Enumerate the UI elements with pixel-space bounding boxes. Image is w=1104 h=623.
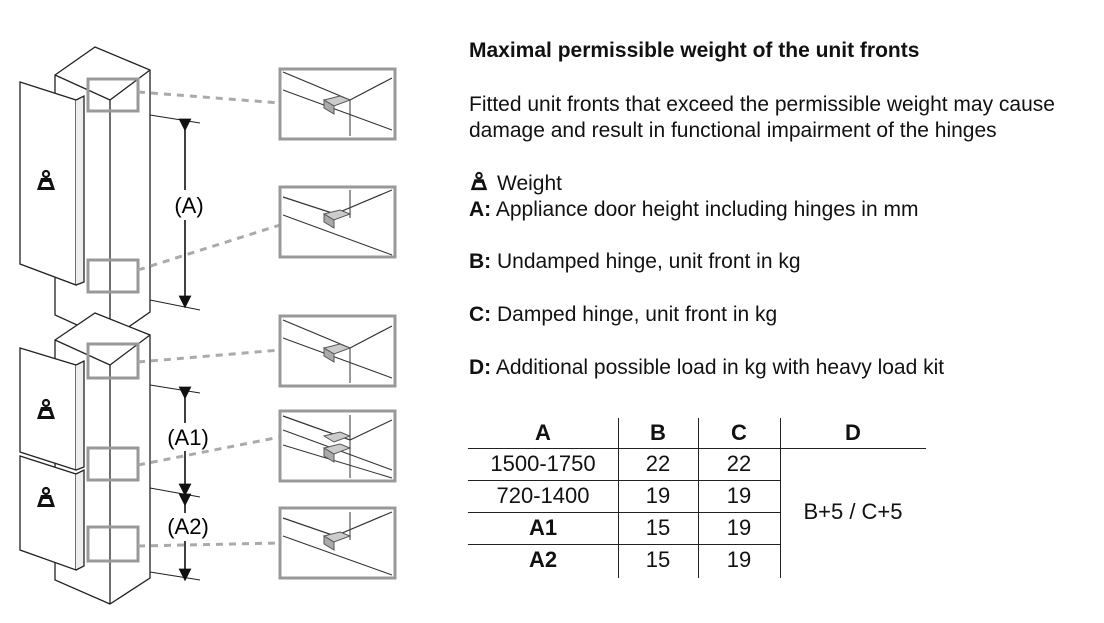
- dimension-a2-label: (A2): [167, 514, 209, 539]
- table-rule: [468, 480, 780, 481]
- hinge-diagram: [0, 0, 460, 623]
- legend-c: [469, 302, 777, 328]
- table-rule: [468, 448, 926, 449]
- legend-b: [469, 249, 801, 275]
- table-rule: [780, 418, 781, 578]
- table-header-c: C: [731, 420, 747, 445]
- legend-a-label: Appliance door height including hinges in mm: [495, 198, 919, 221]
- table-cell: 19: [645, 483, 671, 508]
- legend-d-key: D:: [469, 356, 492, 379]
- legend-d: [469, 355, 944, 381]
- legend-weight: [469, 171, 562, 197]
- legend-a-key: A:: [469, 198, 492, 221]
- page-title: Maximal permissible weight of the unit fronts: [469, 39, 920, 62]
- hinge-detail-3: [280, 316, 395, 386]
- legend-weight-label: Weight: [497, 172, 562, 195]
- hinge-detail-1: [280, 69, 395, 139]
- dimension-a-label: (A): [174, 193, 204, 218]
- weight-table: [468, 418, 926, 578]
- table-header-b: B: [650, 420, 666, 445]
- legend-b-label: Undamped hinge, unit front in kg: [497, 250, 801, 273]
- table-cell: 720-1400: [496, 483, 590, 508]
- weight-icon: [469, 171, 489, 193]
- table-cell: 15: [645, 547, 671, 572]
- legend-b-key: B:: [469, 250, 492, 273]
- table-cell: A2: [528, 547, 558, 572]
- table-cell: 22: [645, 451, 671, 476]
- legend-c-label: Damped hinge, unit front in kg: [497, 303, 778, 326]
- table-cell: 15: [645, 515, 671, 540]
- table-cell: 19: [726, 483, 752, 508]
- hinge-detail-2: [280, 187, 395, 257]
- hinge-detail-4: [280, 411, 395, 481]
- leader-lines: [138, 92, 280, 546]
- table-cell: A1: [528, 515, 558, 540]
- hinge-detail-5: [280, 508, 395, 578]
- table-cell: 19: [726, 515, 752, 540]
- table-rule: [618, 418, 619, 578]
- table-header-d: D: [845, 420, 861, 445]
- table-rule: [698, 418, 699, 578]
- legend-c-key: C:: [469, 303, 492, 326]
- appliance-top: [20, 47, 150, 340]
- table-cell-d-merged: B+5 / C+5: [803, 499, 903, 524]
- legend-d-label: Additional possible load in kg with heavy load kit: [495, 356, 945, 379]
- table-cell: 1500-1750: [490, 451, 596, 476]
- table-rule: [468, 512, 780, 513]
- intro-text: Fitted unit fronts that exceed the permissible weight may cause damage and result in functional impairment of the hinges: [469, 93, 1055, 142]
- table-cell: 22: [726, 451, 752, 476]
- legend-a: [469, 197, 918, 223]
- table-header-a: A: [535, 420, 551, 445]
- table-rule: [468, 544, 780, 545]
- table-cell: 19: [726, 547, 752, 572]
- dimension-a1-label: (A1): [167, 425, 209, 450]
